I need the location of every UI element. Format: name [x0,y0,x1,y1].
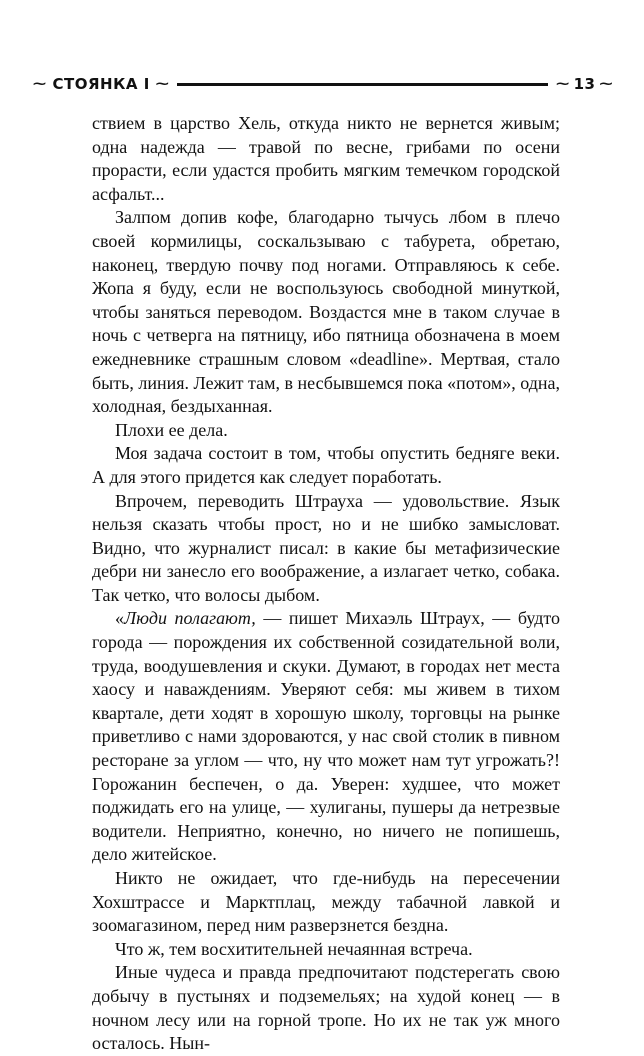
ornament-end-icon: ⁓ [599,76,613,92]
quote-mark: « [115,608,124,629]
quote-body: — пишет Михаэль Штраух, — будто города — порождения их собственной созидательной воли, труда, воодушевления и скуки. Думают, в городах нет места хаосу и наваждениям. Уверяют себя: мы живем в тихом квартале, дети ходят в хорошую школу, торговцы на рынке приветливо с нами здороваются, у нас свой столик в пивном ресторане за углом — что, ну что может нам тут угрожать?! Горожанин беспечен, о да. Уверен: худшее, что может поджидать его на улице, — хулиганы, пушеры да нетрезвые водители. Неприятно, конечно, но ничего не попишешь, дело житейское. [92,608,560,865]
paragraph: Иные чудеса и правда предпочитают подстерегать свою добычу в пустынях и подземельях; на худой конец — в ночном лесу или на горной тропе. Но их не так уж много осталось. Нын- [92,962,560,1054]
running-head [33,73,613,95]
paragraph: Плохи ее дела. [115,419,228,440]
ornament-mid-icon: ⁓ [155,76,170,92]
paragraph: Никто не ожидает, что где-нибудь на пересечении Хохштрассе и Марктплац, между табачной лавкой и зоомагазином, перед ним разверзнется бездна. [92,868,560,936]
paragraph: Впрочем, переводить Штрауха — удовольствие. Язык нельзя сказать чтобы прост, но и не шибко замысловат. Видно, что журналист писал: в какие бы метафизические дебри ни занесло его воображение, а излагает четко, собака. Так четко, что волосы дыбом. [92,490,560,605]
body-text [92,112,560,1056]
paragraph: Что ж, тем восхитительней нечаянная встреча. [115,938,473,959]
header-rule [177,83,548,86]
paragraph-quote [92,607,560,867]
paragraph: ствием в царство Хель, откуда никто не вернется живым; одна надежда — травой по весне, грибами по осени прорасти, если удастся пробить мягким темечком городской асфальт... [92,113,560,204]
quote-lead-italic: Люди полагают, [124,608,256,629]
chapter-title: СТОЯНКА I [52,75,150,93]
page-number: 13 [573,75,596,93]
paragraph: Залпом допив кофе, благодарно тычусь лбом в плечо своей кормилицы, соскальзываю с табурета, обретаю, наконец, твердую почву под ногами. Отправляюсь к себе. Жопа я буду, если не воспользуюсь свободной минуткой, чтобы заняться переводом. Воздастся мне в таком случае в ночь с четверга на пятницу, ибо пятница обозначена в моем ежедневнике страшным словом «deadline». Мертвая, стало быть, линия. Лежит там, в несбывшемся пока «потом», одна, холодная, бездыханная. [92,207,560,417]
paragraph: Моя задача состоит в том, чтобы опустить бедняге веки. А для этого придется как следует поработать. [92,443,560,487]
ornament-left-icon: ⁓ [33,76,47,92]
ornament-right-icon: ⁓ [556,76,570,92]
